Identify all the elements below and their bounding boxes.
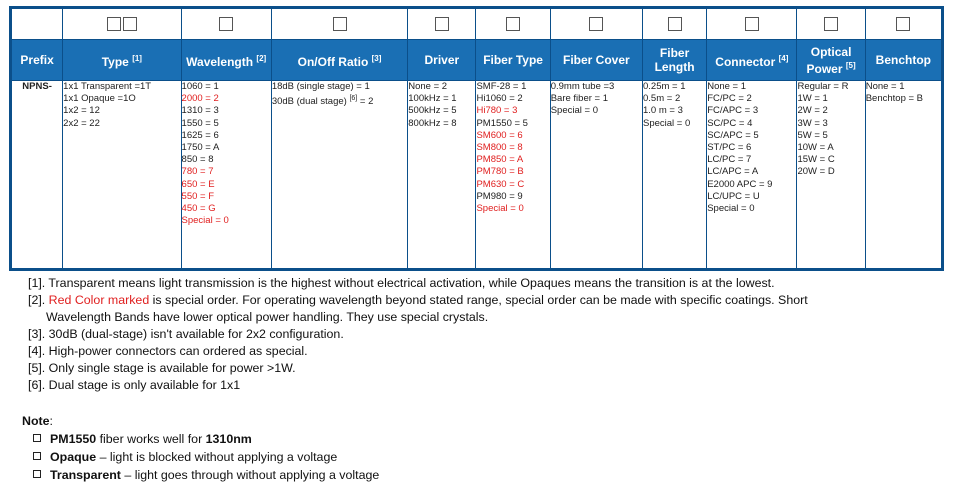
note-item: Opaque – light is blocked without applying a voltage [22,448,922,466]
wavelength-option: 850 = 8 [181,154,214,166]
fibertype-option: PM980 = 9 [476,190,523,202]
benchtop-checkbox-cell [865,8,942,40]
fibertype-option: SM600 = 6 [476,129,523,141]
fibercover-option: Bare fiber = 1 [550,93,608,105]
options-row [11,81,943,270]
header-prefix: Prefix [11,40,63,81]
footnote-ref: [3] [371,53,382,63]
type-checkbox-cell [63,8,181,40]
fiberlength-checkbox[interactable] [668,17,682,31]
connector-option: SC/APC = 5 [707,129,759,141]
header-driver: Driver [408,40,476,81]
power-option: 15W = C [797,154,835,166]
type-option: 2x2 = 22 [63,117,100,129]
header-wavelength: Wavelength [2] [181,40,271,81]
fibertype-checkbox-cell [476,8,550,40]
connector-checkbox[interactable] [745,17,759,31]
benchtop-checkbox[interactable] [896,17,910,31]
wavelength-option: 780 = 7 [181,166,214,178]
driver-option: 500kHz = 5 [408,105,457,117]
wavelength-option: 1550 = 5 [181,117,219,129]
fibercover-option: Special = 0 [550,105,598,117]
fibertype-option: PM850 = A [476,154,524,166]
driver-checkbox[interactable] [435,17,449,31]
checkbox-row [11,8,943,40]
fibertype-option: PM630 = C [476,178,525,190]
power-option: 20W = D [797,166,835,178]
wavelength-option: 1750 = A [181,142,220,154]
power-option: 2W = 2 [797,105,828,117]
footnote-ref: [2] [256,53,267,63]
type-checkbox-2[interactable] [123,17,137,31]
header-benchtop: Benchtop [865,40,942,81]
part-number-table [9,6,944,271]
type-option: 1x1 Transparent =1T [63,81,152,92]
driver-option: None = 2 [408,81,448,92]
type-option: 1x2 = 12 [63,105,100,117]
power-option: 10W = A [797,142,834,154]
footnote-1: [1]. Transparent means light transmission is the highest without electrical activation, while Opaques means the transition is at the lowest. [28,276,775,290]
fiberlength-option: 0.5m = 2 [643,93,681,105]
footnote-4: [4]. High-power connectors can ordered as special. [28,344,308,358]
driver-option: 100kHz = 1 [408,93,457,105]
power-option: 5W = 5 [797,129,828,141]
footnote-2-continued: Wavelength Bands have lower optical power handling. They use special crystals. [46,310,489,324]
benchtop-option: None = 1 [865,81,905,92]
driver-checkbox-cell [408,8,476,40]
header-connector: Connector [4] [707,40,797,81]
fiberlength-option: Special = 0 [643,117,691,129]
fibertype-option: Hi780 = 3 [476,105,518,117]
fibercover-options [550,81,642,270]
fiberlength-checkbox-cell [643,8,707,40]
driver-options [408,81,476,270]
header-fibercover: Fiber Cover [550,40,642,81]
type-options [63,81,181,270]
note-item: Transparent – light goes through without applying a voltage [22,466,922,484]
fibercover-checkbox-cell [550,8,642,40]
connector-checkbox-cell [707,8,797,40]
power-checkbox-cell [797,8,865,40]
fibertype-option: PM780 = B [476,166,524,178]
prefix-checkbox-cell [11,8,63,40]
fibertype-checkbox[interactable] [506,17,520,31]
connector-option: FC/APC = 3 [707,105,759,117]
wavelength-option: 650 = E [181,178,215,190]
square-bullet-icon [33,470,41,478]
footnote-ref: [1] [132,53,142,63]
power-option: Regular = R [797,81,849,92]
power-checkbox[interactable] [824,17,838,31]
prefix-cell: NPNS- [11,81,63,270]
fibertype-option: Hi1060 = 2 [476,93,523,105]
footnotes [28,275,948,394]
wavelength-option: 1060 = 1 [181,81,219,92]
fibertype-options [476,81,550,270]
power-option: 1W = 1 [797,93,828,105]
type-option: 1x1 Opaque =1O [63,93,136,105]
type-checkbox-1[interactable] [107,17,121,31]
footnote-ref: [4] [778,53,789,63]
fibertype-option: SM800 = 8 [476,142,523,154]
fibertype-option: Special = 0 [476,203,524,215]
wavelength-options [181,81,271,270]
fiberlength-option: 1.0 m = 3 [643,105,683,117]
note-item: PM1550 fiber works well for 1310nm [22,430,922,448]
header-type: Type [1] [63,40,181,81]
notes-title: Note: [22,414,53,428]
wavelength-option: 1625 = 6 [181,129,219,141]
connector-option: None = 1 [707,81,747,92]
onoff-checkbox-cell [271,8,407,40]
header-onoff: On/Off Ratio [3] [271,40,407,81]
onoff-options [271,81,407,270]
red-color-marked-text: Red Color marked [48,293,150,307]
fibertype-option: PM1550 = 5 [476,117,528,129]
connector-option: FC/PC = 2 [707,93,752,105]
connector-option: Special = 0 [707,203,755,215]
driver-option: 800kHz = 8 [408,117,457,129]
fibercover-option: 0.9mm tube =3 [550,81,615,92]
power-options [797,81,865,270]
header-row [11,40,943,81]
footnote-ref: [6] [349,95,358,103]
benchtop-option: Benchtop = B [865,93,924,105]
footnote-6: [6]. Dual stage is only available for 1x1 [28,378,241,392]
wavelength-option: 2000 = 2 [181,93,219,105]
footnote-ref: [5] [845,60,856,70]
header-fiberlength: Fiber Length [643,40,707,81]
connector-option: LC/PC = 7 [707,154,752,166]
fiberlength-options [643,81,707,270]
onoff-option: 18dB (single stage) = 1 [271,81,370,92]
wavelength-checkbox[interactable] [219,17,233,31]
wavelength-option: 550 = F [181,190,215,202]
notes-section [22,412,922,484]
wavelength-checkbox-cell [181,8,271,40]
connector-option: E2000 APC = 9 [707,178,773,190]
footnote-2: [2]. Red Color marked is special order. For operating wavelength beyond stated range, special order can be made with specific coatings. Short [28,293,808,307]
connector-option: SC/PC = 4 [707,117,753,129]
onoff-checkbox[interactable] [333,17,347,31]
header-power: Optical Power [5] [797,40,865,81]
onoff-option: 30dB (dual stage) [6] = 2 [271,95,374,108]
connector-options [707,81,797,270]
square-bullet-icon [33,434,41,442]
wavelength-option: 450 = G [181,203,216,215]
fiberlength-option: 0.25m = 1 [643,81,686,92]
connector-option: LC/APC = A [707,166,759,178]
fibercover-checkbox[interactable] [589,17,603,31]
wavelength-option: Special = 0 [181,215,229,227]
fibertype-option: SMF-28 = 1 [476,81,527,92]
footnote-3: [3]. 30dB (dual-stage) isn't available for 2x2 configuration. [28,327,344,341]
power-option: 3W = 3 [797,117,828,129]
header-fibertype: Fiber Type [476,40,550,81]
wavelength-option: 1310 = 3 [181,105,219,117]
benchtop-options [865,81,942,270]
connector-option: LC/UPC = U [707,190,760,202]
square-bullet-icon [33,452,41,460]
footnote-5: [5]. Only single stage is available for power >1W. [28,361,296,375]
connector-option: ST/PC = 6 [707,142,752,154]
